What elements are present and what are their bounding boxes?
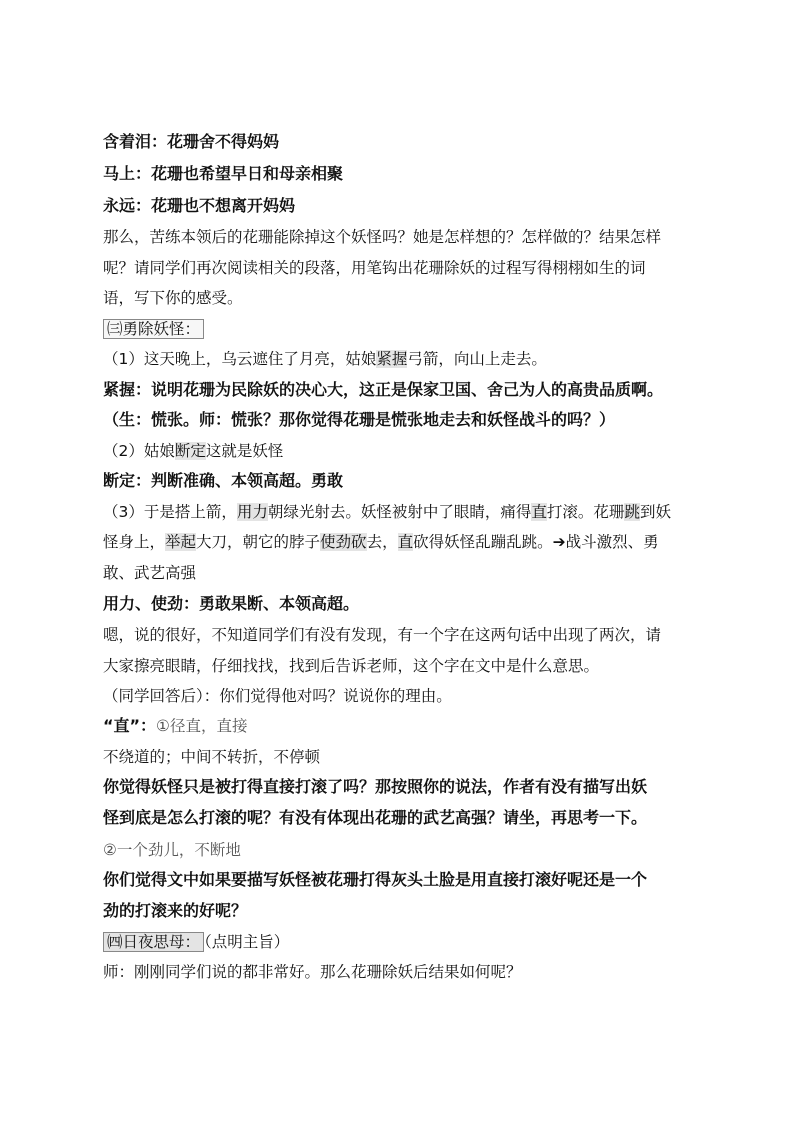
quote-1: [103, 349, 547, 369]
paragraph-question-line-3: 语，写下你的感受。: [103, 289, 243, 307]
teacher-line: 师：刚刚同学们说的都非常好。那么花珊除妖后结果如何呢？: [103, 963, 522, 981]
definition-meaning-1: ①径直，直接: [156, 717, 248, 735]
highlight-juqi: 举起: [165, 533, 197, 551]
highlight-zhi-2: 直: [397, 533, 414, 551]
quote-2-text-b: 这就是妖怪: [205, 442, 284, 460]
quote-1-text-a: （1）这天晚上，乌云遮住了月亮，姑娘: [103, 350, 377, 368]
definition-zhi-2: ②一个劲儿，不断地: [103, 841, 241, 859]
paragraph-find-word-line-2: 大家擦亮眼睛，仔细找找，找到后告诉老师，这个字在文中是什么意思。: [103, 657, 600, 675]
quote-3-line-3: 敢、武艺高强: [103, 564, 197, 582]
quote-3-text-b: 朝绿光射去。妖怪被射中了眼睛，痛得: [267, 503, 532, 521]
section-heading-4: [103, 932, 289, 952]
section-box-label-4: ㈣日夜思母：: [103, 932, 204, 952]
question2-line-1: 你们觉得文中如果要描写妖怪被花珊打得灰头土脸是用直接打滚好呢还是一个: [103, 870, 648, 889]
quote-3-text-h: 砍得妖怪乱蹦乱跳。➔战斗激烈、勇: [413, 533, 659, 551]
quote-3-text-e: 怪身上，: [103, 533, 166, 551]
section-heading-3: [103, 319, 204, 339]
highlight-shijinkan: 使劲砍: [320, 533, 367, 551]
definition-explanation: 不绕道的；中间不转折，不停顿: [103, 748, 321, 766]
dialogue-huangzhang: （生：慌张。师：慌张？那你觉得花珊是慌张地走去和妖怪战斗的吗？）: [103, 410, 616, 429]
note-duanding: 断定：判断准确、本领高超。勇敢: [103, 471, 344, 490]
quote-3-text-d: 到妖: [639, 503, 671, 521]
paragraph-question-line-1: 那么，苦练本领后的花珊能除掉这个妖怪吗？她是怎样想的？怎样做的？结果怎样: [103, 228, 662, 246]
paragraph-student-answer: （同学回答后）：你们觉得他对吗？说说你的理由。: [103, 687, 452, 705]
quote-2: [103, 441, 283, 461]
highlight-tiao: 跳: [624, 503, 640, 521]
quote-1-text-b: 弓箭，向山上走去。: [407, 350, 547, 368]
definition-term: “直”：: [103, 716, 157, 735]
question2-line-2: 劲的打滚来的好呢？: [103, 901, 248, 920]
line-mashang: 马上：花珊也希望早日和母亲相聚: [103, 164, 344, 183]
paragraph-question-line-2: 呢？请同学们再次阅读相关的段落，用笔钩出花珊除妖的过程写得栩栩如生的词: [103, 259, 646, 277]
quote-3-text-g: 去，: [366, 533, 398, 551]
question-line-2: 怪到底是怎么打滚的呢？有没有体现出花珊的武艺高强？请坐，再思考一下。: [103, 808, 648, 827]
quote-3-text-f: 大刀，朝它的脖子: [196, 533, 321, 551]
line-hanzhelei: 含着泪：花珊舍不得妈妈: [103, 132, 280, 151]
quote-3-line-1: [103, 502, 671, 522]
note-yongli-shijin: 用力、使劲：勇敢果断、本领高超。: [103, 594, 360, 613]
question-line-1: 你觉得妖怪只是被打得直接打滚了吗？那按照你的说法，作者有没有描写出妖: [103, 777, 648, 796]
paragraph-find-word-line-1: 嗯，说的很好，不知道同学们有没有发现，有一个字在这两句话中出现了两次，请: [103, 626, 662, 644]
definition-zhi-1: [103, 716, 247, 736]
highlight-jinwo: 紧握: [376, 350, 408, 368]
section-box-label: ㈢勇除妖怪：: [103, 319, 204, 339]
quote-3-line-2: [103, 532, 659, 552]
line-yongyuan: 永远：花珊也不想离开妈妈: [103, 196, 296, 215]
quote-3-text-a: （3）于是搭上箭，: [103, 503, 237, 521]
quote-2-text-a: （2）姑娘: [103, 442, 175, 460]
highlight-zhi-1: 直: [531, 503, 547, 521]
note-jinwo: 紧握：说明花珊为民除妖的决心大，这正是保家卫国、舍己为人的高贵品质啊。: [103, 380, 664, 399]
highlight-yongli: 用力: [236, 503, 268, 521]
highlight-duanding: 断定: [174, 442, 206, 460]
quote-3-text-c: 打滚。花珊: [546, 503, 625, 521]
section-note-main-idea: （点明主旨）: [204, 933, 290, 951]
